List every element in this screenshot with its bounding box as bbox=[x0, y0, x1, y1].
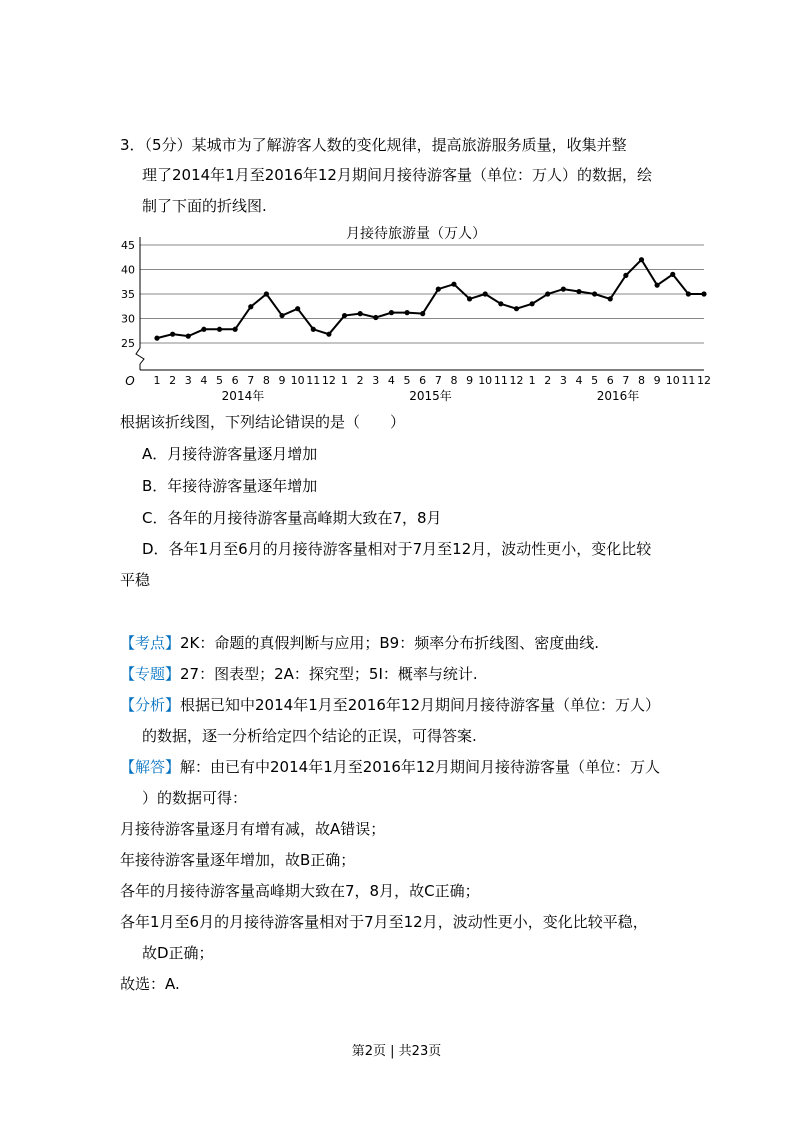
option-b: B．年接待游客量逐年增加 bbox=[142, 477, 318, 495]
data-point bbox=[201, 327, 206, 332]
x-tick-label: 6 bbox=[606, 374, 614, 387]
solution-line-1: 月接待游客量逐月有增有减，故A错误； bbox=[120, 820, 386, 838]
question-line-1: 3．（5分）某城市为了解游客人数的变化规律，提高旅游服务质量，收集并整 bbox=[120, 136, 627, 154]
y-tick-label: 35 bbox=[121, 288, 135, 301]
kaodian-text: 2K：命题的真假判断与应用；B9：频率分布折线图、密度曲线. bbox=[180, 634, 600, 652]
solution-line-2: 年接待游客量逐年增加，故B正确； bbox=[120, 851, 356, 869]
x-tick-label: 1 bbox=[153, 374, 161, 387]
data-point bbox=[404, 310, 409, 315]
data-point bbox=[342, 313, 347, 318]
data-point bbox=[623, 273, 628, 278]
fenxi-text-2: 的数据，逐一分析给定四个结论的正误，可得答案. bbox=[142, 727, 477, 745]
x-tick-label: 7 bbox=[247, 374, 255, 387]
x-tick-label: 10 bbox=[290, 374, 305, 387]
zhuanti-text: 27：图表型；2A：探究型；5I：概率与统计. bbox=[180, 665, 478, 683]
x-tick-label: 5 bbox=[216, 374, 224, 387]
data-point bbox=[264, 291, 269, 296]
data-point bbox=[483, 291, 488, 296]
page-footer: 第2页 | 共23页 bbox=[351, 1044, 442, 1059]
data-point bbox=[217, 327, 222, 332]
data-point bbox=[358, 311, 363, 316]
data-point bbox=[373, 315, 378, 320]
option-d-line-1: D．各年1月至6月的月接待游客量相对于7月至12月，波动性更小，变化比较 bbox=[142, 540, 652, 558]
solution-line-4a: 各年1月至6月的月接待游客量相对于7月至12月，波动性更小，变化比较平稳， bbox=[120, 913, 648, 931]
data-point bbox=[170, 332, 175, 337]
x-tick-label: 3 bbox=[372, 374, 380, 387]
x-tick-label: 1 bbox=[341, 374, 349, 387]
jieda-text-1: 解：由已有中2014年1月至2016年12月期间月接待游客量（单位：万人 bbox=[180, 758, 660, 776]
x-tick-label: 11 bbox=[493, 374, 508, 387]
x-tick-label: 12 bbox=[321, 374, 336, 387]
x-tick-label: 4 bbox=[387, 374, 395, 387]
origin-label: O bbox=[125, 374, 135, 388]
data-point bbox=[233, 327, 238, 332]
fenxi-row bbox=[120, 695, 660, 715]
data-point bbox=[436, 287, 441, 292]
chart-title: 月接待旅游量（万人） bbox=[346, 226, 486, 242]
kaodian-row bbox=[120, 633, 599, 653]
data-point bbox=[686, 291, 691, 296]
x-tick-label: 10 bbox=[478, 374, 493, 387]
question-prompt: 根据该折线图，下列结论错误的是（ ） bbox=[120, 413, 406, 431]
x-tick-label: 4 bbox=[575, 374, 583, 387]
data-point bbox=[326, 332, 331, 337]
y-tick-label: 25 bbox=[121, 337, 135, 350]
data-point bbox=[451, 282, 456, 287]
data-point bbox=[154, 336, 159, 341]
data-point bbox=[295, 306, 300, 311]
x-tick-label: 1 bbox=[528, 374, 536, 387]
x-tick-label: 4 bbox=[200, 374, 208, 387]
data-point bbox=[639, 257, 644, 262]
x-tick-label: 3 bbox=[559, 374, 567, 387]
x-tick-label: 11 bbox=[681, 374, 696, 387]
data-point bbox=[670, 272, 675, 277]
data-point bbox=[420, 311, 425, 316]
x-tick-label: 3 bbox=[184, 374, 192, 387]
option-d-line-2: 平稳 bbox=[120, 571, 151, 589]
y-tick-label: 45 bbox=[121, 239, 135, 252]
option-a: A．月接待游客量逐月增加 bbox=[142, 445, 318, 463]
data-point bbox=[248, 304, 253, 309]
x-tick-label: 5 bbox=[403, 374, 411, 387]
solution-line-5: 故选：A. bbox=[120, 975, 180, 993]
data-point bbox=[545, 291, 550, 296]
fenxi-tag: 【分析】 bbox=[120, 696, 181, 714]
data-point bbox=[279, 313, 284, 318]
jieda-row bbox=[120, 757, 660, 777]
jieda-text-2: ）的数据可得： bbox=[142, 789, 248, 807]
data-point bbox=[389, 310, 394, 315]
kaodian-tag: 【考点】 bbox=[120, 634, 181, 652]
x-tick-label: 9 bbox=[466, 374, 474, 387]
question-line-3: 制了下面的折线图. bbox=[142, 197, 267, 215]
x-tick-label: 8 bbox=[450, 374, 458, 387]
x-tick-label: 12 bbox=[509, 374, 524, 387]
data-point bbox=[467, 296, 472, 301]
fenxi-text-1: 根据已知中2014年1月至2016年12月期间月接待游客量（单位：万人） bbox=[180, 696, 660, 714]
x-tick-label: 2 bbox=[544, 374, 552, 387]
data-point bbox=[498, 301, 503, 306]
x-tick-label: 7 bbox=[434, 374, 442, 387]
jieda-tag: 【解答】 bbox=[120, 758, 181, 776]
data-point bbox=[186, 334, 191, 339]
x-tick-label: 8 bbox=[262, 374, 270, 387]
zhuanti-row bbox=[120, 664, 478, 684]
data-point bbox=[561, 287, 566, 292]
x-tick-label: 12 bbox=[697, 374, 711, 387]
line-chart bbox=[112, 218, 722, 414]
x-tick-label: 6 bbox=[419, 374, 427, 387]
data-point bbox=[655, 283, 660, 288]
data-point bbox=[592, 291, 597, 296]
option-c: C．各年的月接待游客量高峰期大致在7，8月 bbox=[142, 509, 442, 527]
data-point bbox=[529, 301, 534, 306]
x-tick-label: 10 bbox=[665, 374, 680, 387]
x-tick-label: 5 bbox=[591, 374, 599, 387]
data-point bbox=[514, 306, 519, 311]
x-tick-label: 11 bbox=[306, 374, 321, 387]
data-point bbox=[311, 327, 316, 332]
y-tick-label: 40 bbox=[121, 263, 135, 277]
x-tick-label: 9 bbox=[278, 374, 286, 387]
solution-line-3: 各年的月接待游客量高峰期大致在7，8月，故C正确； bbox=[120, 882, 480, 900]
data-point bbox=[576, 289, 581, 294]
x-tick-label: 7 bbox=[622, 374, 630, 387]
y-tick-label: 30 bbox=[121, 312, 135, 326]
year-label: 2015年 bbox=[409, 389, 452, 403]
data-point bbox=[701, 291, 706, 296]
x-tick-label: 8 bbox=[637, 374, 645, 387]
series-line bbox=[157, 260, 704, 338]
x-tick-label: 6 bbox=[231, 374, 239, 387]
year-label: 2014年 bbox=[221, 389, 265, 403]
x-tick-label: 9 bbox=[653, 374, 661, 387]
x-tick-label: 2 bbox=[169, 374, 177, 387]
data-point bbox=[608, 296, 613, 301]
y-axis-break bbox=[136, 348, 144, 364]
year-label: 2016年 bbox=[596, 389, 640, 403]
x-tick-label: 2 bbox=[356, 374, 364, 387]
question-line-2: 理了2014年1月至2016年12月期间月接待游客量（单位：万人）的数据，绘 bbox=[142, 166, 652, 184]
solution-line-4b: 故D正确； bbox=[142, 944, 214, 962]
zhuanti-tag: 【专题】 bbox=[120, 665, 181, 683]
